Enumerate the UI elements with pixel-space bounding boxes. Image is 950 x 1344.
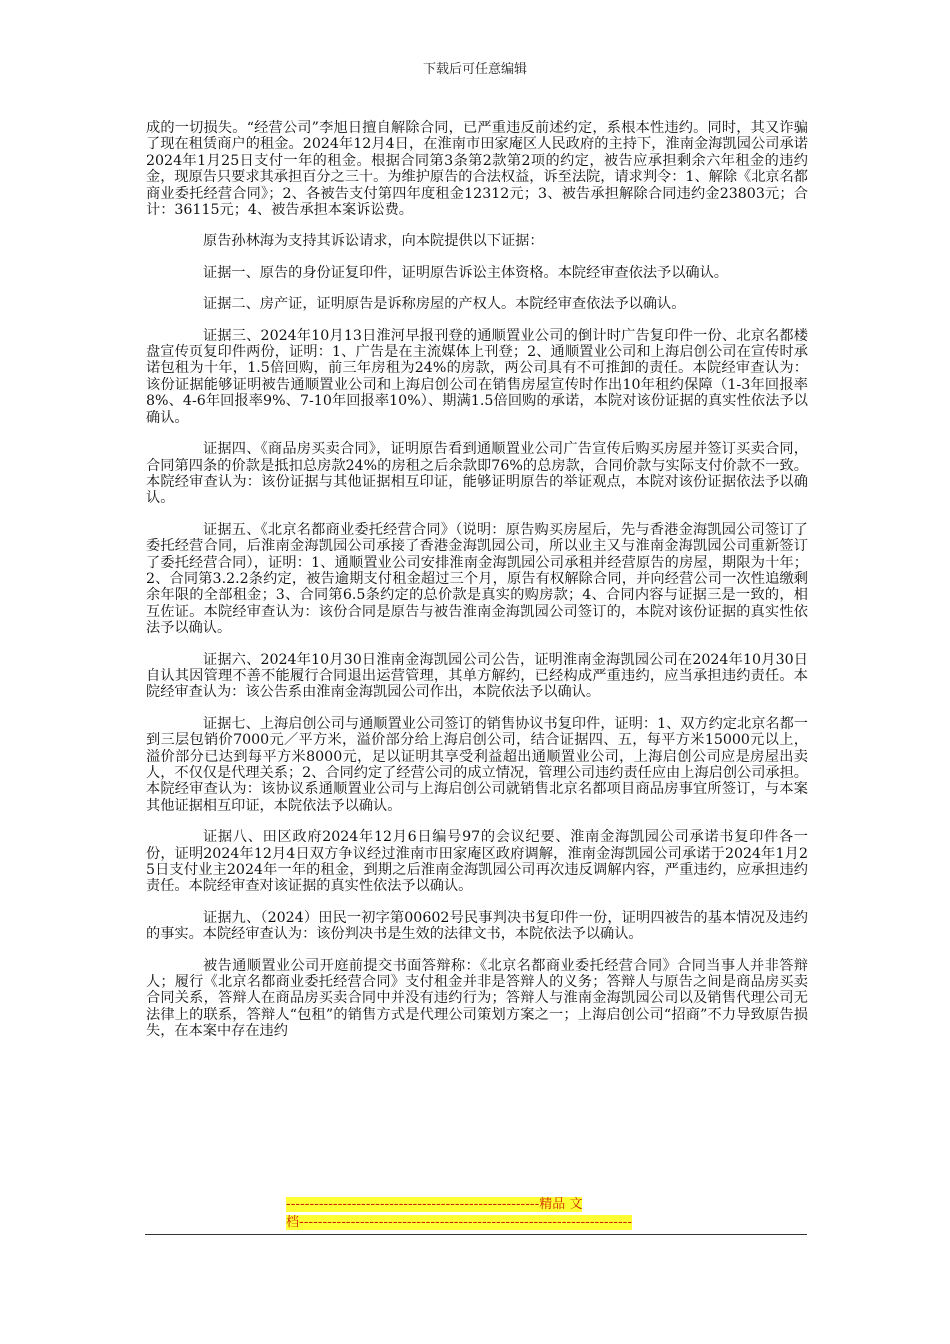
footer-divider: [145, 1234, 807, 1235]
document-body: [146, 120, 808, 1055]
paragraph: 原告孙林海为支持其诉讼请求，向本院提供以下证据：: [203, 233, 544, 250]
paragraph: 证据五、《北京名都商业委托经营合同》（说明：原告购买房屋后，先与香港金海凯园公司签订了委托经营合同，后淮南金海凯园公司承接了香港金海凯园公司，所以业主又与淮南金海凯园公司重新签订了委托经营合同），证明：1、通顺置业公司安排淮南金海凯园公司承租并经营原告的房屋，期限为十年；2、合同第3.2.2条约定，被告逾期支付租金超过三个月，原告有权解除合同，并向经营公司一次性追缴剩余年限的全部租金；3、合同第6.5条约定的总价款是真实的购房款；4、合同内容与证据三是一致的，相互佐证。本院经审查认为：该份合同是原告与被告淮南金海凯园公司签订的，本院对该份证据的真实性依法予以确认。: [146, 521, 808, 637]
footer-line-1: ------------------------------------------------------精品 文: [286, 1197, 583, 1212]
footer-line-2: 档-----------------------------------------------------------------------: [286, 1215, 633, 1230]
paragraph: 证据七、上海启创公司与通顺置业公司签订的销售协议书复印件，证明：1、双方约定北京名都一到三层包销价7000元／平方米，溢价部分给上海启创公司，结合证据四、五，每平方米15000元以上，溢价部分已达到每平方米8000元，足以证明其享受利益超出通顺置业公司，上海启创公司应是房屋出卖人，不仅仅是代理关系；2、合同约定了经营公司的成立情况，管理公司违约责任应由上海启创公司承担。本院经审查认为：该协议系通顺置业公司与上海启创公司就销售北京名都项目商品房事宜所签订，与本案其他证据相互印证，本院依法予以确认。: [146, 715, 808, 814]
page-header: 下载后可任意编辑: [422, 62, 527, 77]
paragraph: 证据二、房产证，证明原告是诉称房屋的产权人。本院经审查依法予以确认。: [203, 296, 686, 313]
paragraph: 证据四、《商品房买卖合同》，证明原告看到通顺置业公司广告宣传后购买房屋并签订买卖合同，合同第四条的价款是抵扣总房款24%的房租之后余款即76%的总房款，合同价款与实际支付价款不一致。本院经审查认为：该份证据与其他证据相互印证，能够证明原告的举证观点，本院对该份证据依法予以确认。: [146, 441, 808, 507]
paragraph: 证据八、田区政府2024年12月6日编号97的会议纪要、淮南金海凯园公司承诺书复印件各一份，证明2024年12月4日双方争议经过淮南市田家庵区政府调解，淮南金海凯园公司承诺于2024年1月25日支付业主2024年一年的租金，到期之后淮南金海凯园公司再次违反调解内容，严重违约，应承担违约责任。本院经审查对该证据的真实性依法予以确认。: [146, 829, 808, 895]
page-footer: [286, 1196, 666, 1232]
paragraph: 被告通顺置业公司开庭前提交书面答辩称：《北京名都商业委托经营合同》合同当事人并非答辩人；履行《北京名都商业委托经营合同》支付租金并非是答辩人的义务；答辩人与原告之间是商品房买卖合同关系，答辩人在商品房买卖合同中并没有违约行为；答辩人与淮南金海凯园公司以及销售代理公司无法律上的联系，答辩人“包租”的销售方式是代理公司策划方案之一；上海启创公司“招商”不力导致原告损失，在本案中存在违约: [146, 957, 808, 1040]
paragraph: 成的一切损失。“经营公司”李旭日擅自解除合同，已严重违反前述约定，系根本性违约。同时，其又诈骗了现在租赁商户的租金。2024年12月4日，在淮南市田家庵区人民政府的主持下，淮南金海凯园公司承诺2024年1月25日支付一年的租金。根据合同第3条第2款第2项的约定，被告应承担剩余六年租金的违约金，现原告只要求其承担百分之三十。为维护原告的合法权益，诉至法院，请求判令：1、解除《北京名都商业委托经营合同》；2、各被告支付第四年度租金12312元；3、被告承担解除合同违约金23803元；合计：36115元；4、被告承担本案诉讼费。: [146, 120, 808, 219]
paragraph: 证据六、2024年10月30日淮南金海凯园公司公告，证明淮南金海凯园公司在2024年10月30日自认其因管理不善不能履行合同退出运营管理，其单方解约，已经构成严重违约，应当承担违约责任。本院经审查认为：该公告系由淮南金海凯园公司作出，本院依法予以确认。: [146, 651, 808, 701]
paragraph: 证据三、2024年10月13日淮河早报刊登的通顺置业公司的倒计时广告复印件一份、北京名都楼盘宣传页复印件两份，证明：1、广告是在主流媒体上刊登；2、通顺置业公司和上海启创公司在宣传时承诺包租为十年，1.5倍回购，前三年房租为24%的房款，两公司具有不可推卸的责任。本院经审查认为：该份证据能够证明被告通顺置业公司和上海启创公司在销售房屋宣传时作出10年租约保障（1-3年回报率8%、4-6年回报率9%、7-10年回报率10%）、期满1.5倍回购的承诺，本院对该份证据的真实性依法予以确认。: [146, 327, 808, 426]
paragraph: 证据一、原告的身份证复印件，证明原告诉讼主体资格。本院经审查依法予以确认。: [203, 264, 728, 281]
paragraph: 证据九、（2024）田民一初字第00602号民事判决书复印件一份，证明四被告的基本情况及违约的事实。本院经审查认为：该份判决书是生效的法律文书，本院依法予以确认。: [146, 909, 808, 943]
